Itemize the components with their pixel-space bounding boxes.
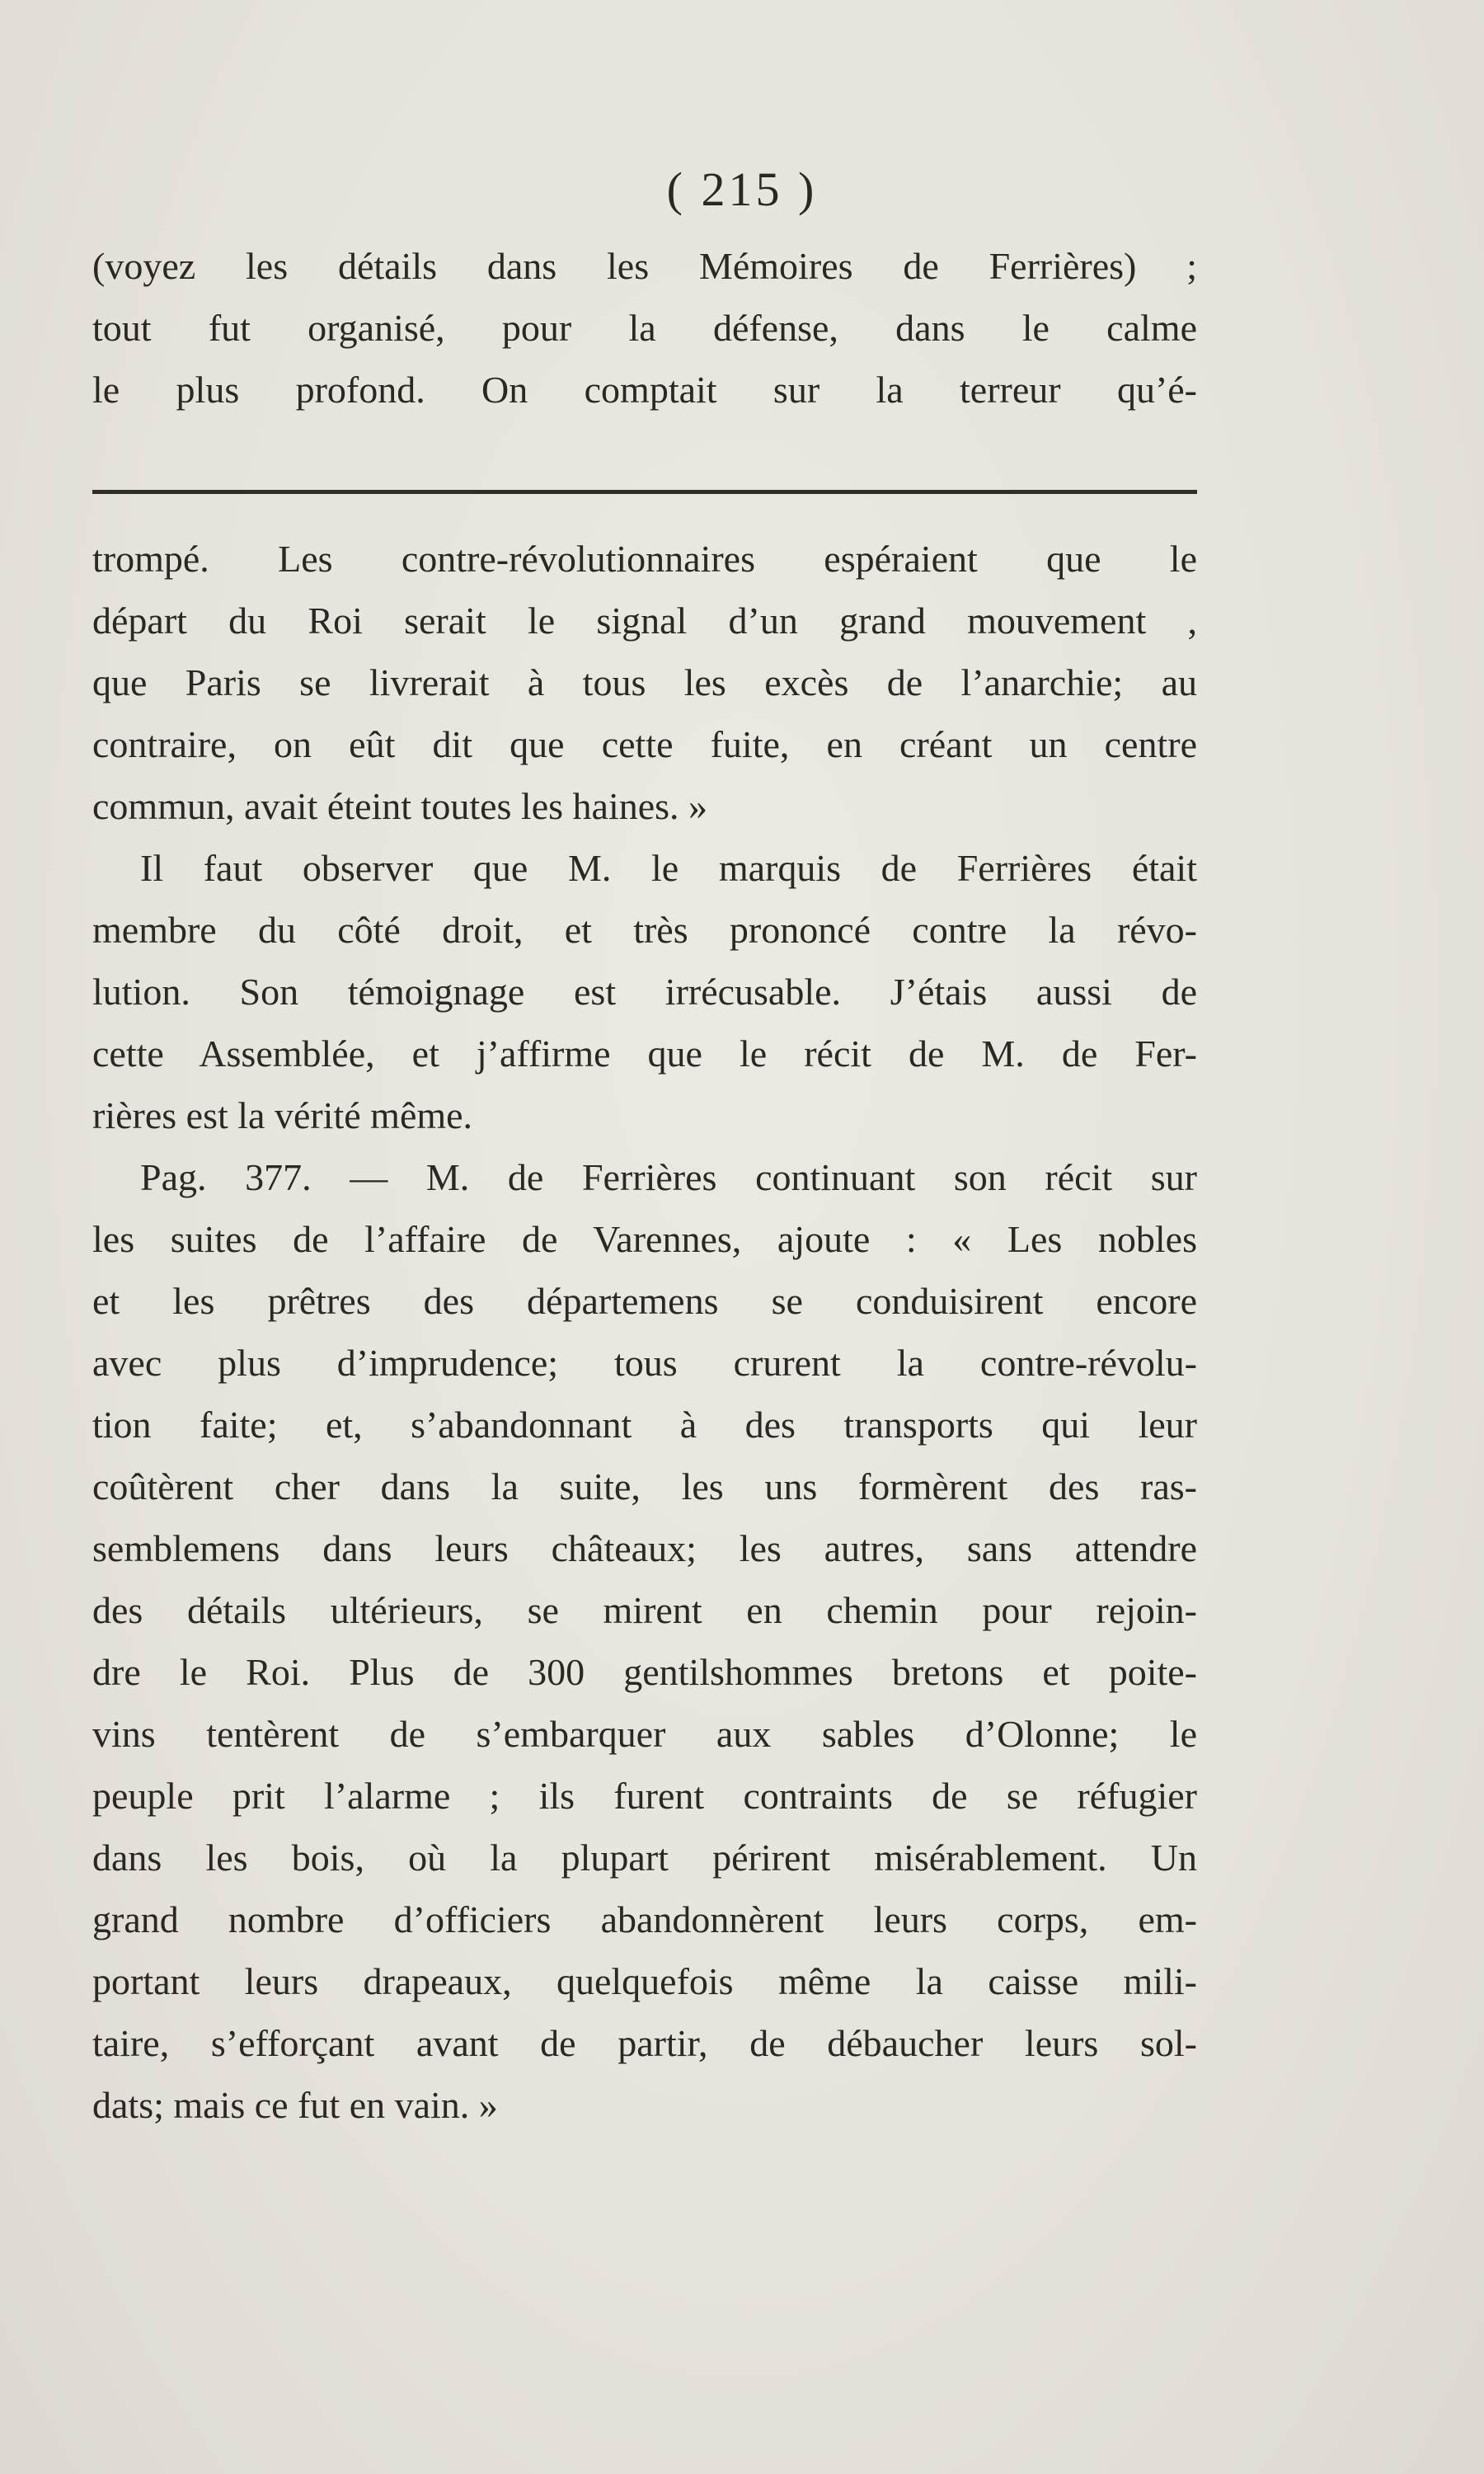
text-line: peuple prit l’alarme ; ils furent contraints de se réfugier	[92, 1775, 1197, 1817]
text-line: taire, s’efforçant avant de partir, de débaucher leurs sol-	[92, 2022, 1197, 2064]
text-line: membre du côté droit, et très prononcé contre la révo-	[92, 909, 1197, 951]
horizontal-rule	[92, 490, 1197, 494]
text-line: grand nombre d’officiers abandonnèrent leurs corps, em-	[92, 1898, 1197, 1940]
text-line: les suites de l’affaire de Varennes, ajoute : « Les nobles	[92, 1218, 1197, 1260]
text-line: rières est la vérité même.	[92, 1094, 473, 1136]
text-line: Il faut observer que M. le marquis de Ferrières était	[140, 847, 1197, 889]
text-line: dats; mais ce fut en vain. »	[92, 2084, 498, 2126]
main-text-block	[92, 528, 1197, 2136]
text-line: cette Assemblée, et j’affirme que le récit de M. de Fer-	[92, 1032, 1197, 1075]
text-line: que Paris se livrerait à tous les excès de l’anarchie; au	[92, 661, 1197, 703]
text-line: Pag. 377. — M. de Ferrières continuant son récit sur	[140, 1156, 1197, 1198]
text-line: des détails ultérieurs, se mirent en chemin pour rejoin-	[92, 1589, 1197, 1631]
text-line: dre le Roi. Plus de 300 gentilshommes bretons et poite-	[92, 1651, 1197, 1693]
text-line: (voyez les détails dans les Mémoires de Ferrières) ;	[92, 245, 1197, 287]
text-line: vins tentèrent de s’embarquer aux sables d’Olonne; le	[92, 1713, 1197, 1755]
text-line: trompé. Les contre-révolutionnaires espéraient que le	[92, 538, 1197, 580]
text-line: avec plus d’imprudence; tous crurent la contre-révolu-	[92, 1342, 1197, 1384]
text-line: le plus profond. On comptait sur la terreur qu’é-	[92, 369, 1197, 411]
text-line: et les prêtres des départemens se conduisirent encore	[92, 1280, 1197, 1322]
text-line: commun, avait éteint toutes les haines. »	[92, 785, 708, 827]
text-line: dans les bois, où la plupart périrent misérablement. Un	[92, 1837, 1197, 1879]
page-number: ( 215 )	[666, 162, 818, 216]
text-line: portant leurs drapeaux, quelquefois même la caisse mili-	[92, 1960, 1197, 2002]
text-line: semblemens dans leurs châteaux; les autres, sans attendre	[92, 1527, 1197, 1569]
text-line: coûtèrent cher dans la suite, les uns formèrent des ras-	[92, 1465, 1197, 1507]
text-line: lution. Son témoignage est irrécusable. J’étais aussi de	[92, 971, 1197, 1013]
text-line: contraire, on eût dit que cette fuite, en créant un centre	[92, 723, 1197, 765]
text-line: départ du Roi serait le signal d’un grand mouvement ,	[92, 600, 1197, 642]
top-text-block	[92, 235, 1197, 421]
text-line: tout fut organisé, pour la défense, dans le calme	[92, 307, 1197, 349]
text-line: tion faite; et, s’abandonnant à des transports qui leur	[92, 1404, 1197, 1446]
